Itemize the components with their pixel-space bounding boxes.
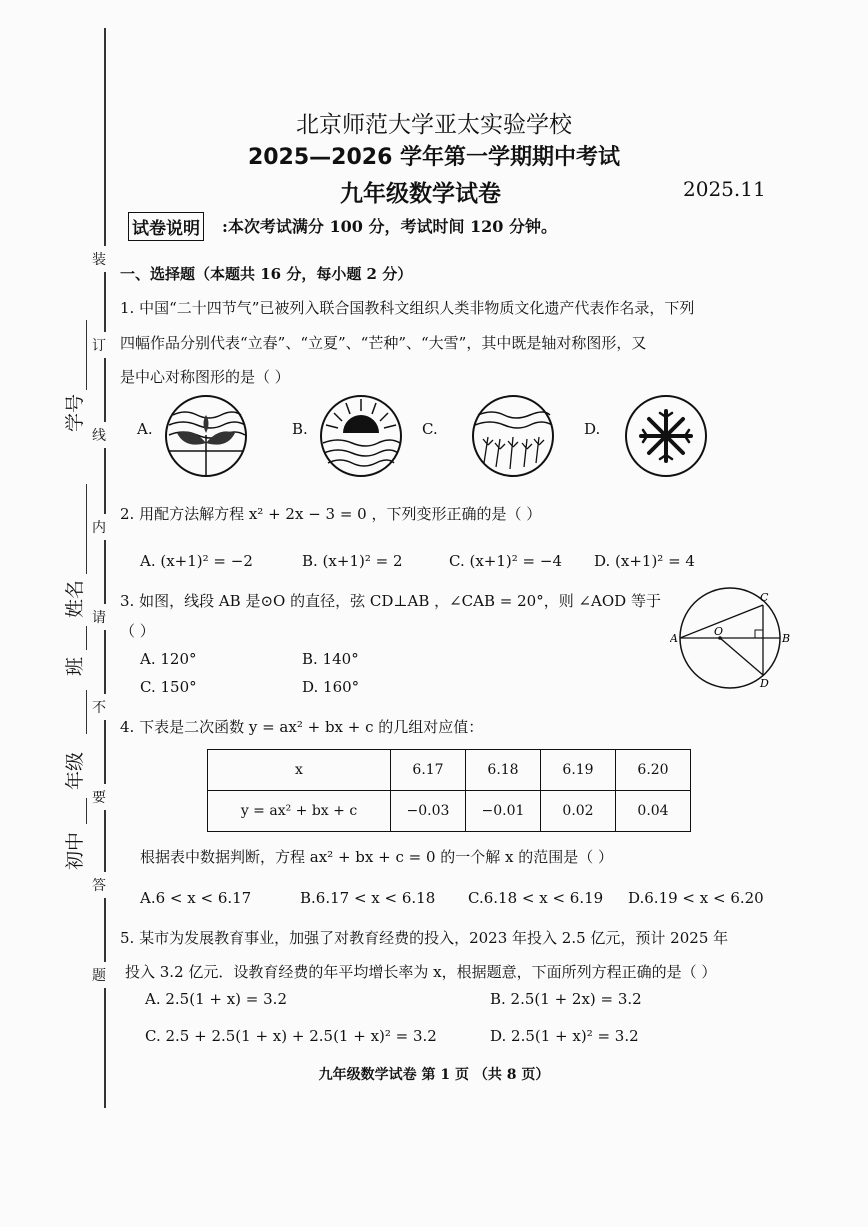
- q4-option-c[interactable]: C.6.18 < x < 6.19: [468, 889, 604, 907]
- q5-option-c[interactable]: C. 2.5 + 2.5(1 + x) + 2.5(1 + x)² = 3.2: [145, 1027, 437, 1045]
- label-b: B: [782, 632, 791, 645]
- table-cell: −0.03: [391, 791, 466, 832]
- note-label: 试卷说明: [128, 212, 204, 241]
- binding-char: 线: [92, 422, 106, 448]
- q4-option-d[interactable]: D.6.19 < x < 6.20: [628, 889, 764, 907]
- table-cell: 6.17: [391, 750, 466, 791]
- q1-option-a[interactable]: A.: [137, 420, 153, 438]
- class-label: 班: [64, 656, 86, 676]
- binding-char: 不: [92, 694, 106, 720]
- lichun-figure-icon: [163, 393, 249, 479]
- school-name: 北京师范大学亚太实验学校: [296, 112, 572, 138]
- value-table: [207, 749, 691, 832]
- junior-label: 初中: [64, 831, 86, 870]
- q2-option-a[interactable]: A. (x+1)² = −2: [140, 552, 253, 570]
- binding-char: 答: [92, 872, 106, 898]
- table-cell: x: [208, 750, 391, 791]
- table-cell: −0.01: [466, 791, 541, 832]
- table-row: [208, 791, 691, 832]
- q5-option-a[interactable]: A. 2.5(1 + x) = 3.2: [145, 990, 287, 1008]
- q4-option-b[interactable]: B.6.17 < x < 6.18: [300, 889, 436, 907]
- lixia-figure-icon: [318, 393, 404, 479]
- exam-subject: 九年级数学试卷: [340, 180, 501, 207]
- label-a: A: [670, 632, 678, 645]
- grade-field[interactable]: [86, 690, 87, 734]
- binding-char: 装: [92, 246, 106, 272]
- q3-bracket: （ ）: [120, 622, 155, 640]
- grade-label: 年级: [64, 751, 86, 790]
- binding-char: 要: [92, 784, 106, 810]
- q2-option-d[interactable]: D. (x+1)² = 4: [594, 552, 695, 570]
- q2-stem: 2. 用配方法解方程 x² + 2x − 3 = 0 ，下列变形正确的是（ ）: [120, 505, 542, 523]
- junior-field[interactable]: [86, 798, 87, 824]
- q1-line1: 1. 中国“二十四节气”已被列入联合国教科文组织人类非物质文化遗产代表作名录，下列: [120, 299, 695, 317]
- student-id-field[interactable]: [86, 320, 87, 390]
- table-cell: 6.20: [616, 750, 691, 791]
- table-cell: y = ax² + bx + c: [208, 791, 391, 832]
- section-title: 一、选择题（本题共 16 分，每小题 2 分）: [120, 265, 413, 283]
- name-field[interactable]: [86, 484, 87, 574]
- q1-option-b[interactable]: B.: [292, 420, 308, 438]
- q3-option-c[interactable]: C. 150°: [140, 678, 197, 696]
- q4-option-a[interactable]: A.6 < x < 6.17: [140, 889, 252, 907]
- binding-char: 请: [92, 604, 106, 630]
- label-c: C: [760, 591, 769, 604]
- q3-option-b[interactable]: B. 140°: [302, 650, 359, 668]
- q5-option-d[interactable]: D. 2.5(1 + x)² = 3.2: [490, 1027, 639, 1045]
- student-id-label: 学号: [64, 393, 86, 432]
- class-field[interactable]: [86, 626, 87, 650]
- q4-stem: 4. 下表是二次函数 y = ax² + bx + c 的几组对应值：: [120, 718, 484, 736]
- table-cell: 6.18: [466, 750, 541, 791]
- daxue-snowflake-icon: [623, 393, 709, 479]
- table-cell: 6.19: [541, 750, 616, 791]
- binding-line: [104, 28, 106, 1108]
- q3-option-a[interactable]: A. 120°: [140, 650, 197, 668]
- q5-line1: 5. 某市为发展教育事业，加强了对教育经费的投入，2023 年投入 2.5 亿元，预计 2025 年: [120, 929, 729, 947]
- q2-option-c[interactable]: C. (x+1)² = −4: [449, 552, 562, 570]
- q1-line2: 四幅作品分别代表“立春”、“立夏”、“芒种”、“大雪”，其中既是轴对称图形，又: [120, 334, 647, 352]
- binding-char: 内: [92, 514, 106, 540]
- q5-line2: 投入 3.2 亿元．设教育经费的年平均增长率为 x，根据题意，下面所列方程正确的是（ ）: [125, 963, 717, 981]
- q4-question: 根据表中数据判断，方程 ax² + bx + c = 0 的一个解 x 的范围是（ ）: [140, 848, 614, 866]
- page-footer: 九年级数学试卷 第 1 页 （共 8 页）: [318, 1067, 550, 1083]
- q2-option-b[interactable]: B. (x+1)² = 2: [302, 552, 403, 570]
- table-cell: 0.04: [616, 791, 691, 832]
- exam-date: 2025.11: [683, 177, 766, 201]
- table-cell: 0.02: [541, 791, 616, 832]
- circle-geometry-figure: [670, 585, 795, 710]
- label-o: O: [714, 625, 724, 638]
- q5-option-b[interactable]: B. 2.5(1 + 2x) = 3.2: [490, 990, 642, 1008]
- q1-option-d[interactable]: D.: [584, 420, 601, 438]
- table-row: [208, 750, 691, 791]
- mangzhong-figure-icon: [470, 393, 556, 479]
- binding-char: 题: [92, 962, 106, 988]
- q1-line3: 是中心对称图形的是（ ）: [120, 368, 290, 386]
- q3-option-d[interactable]: D. 160°: [302, 678, 360, 696]
- binding-char: 订: [92, 332, 106, 358]
- note-text: :本次考试满分 100 分，考试时间 120 分钟。: [222, 217, 557, 236]
- label-d: D: [760, 677, 769, 690]
- q3-stem: 3. 如图，线段 AB 是⊙O 的直径，弦 CD⊥AB ，∠CAB = 20°，则 ∠AOD 等于: [120, 592, 661, 610]
- name-label: 姓名: [64, 579, 86, 618]
- exam-term: 2025—2026 学年第一学期期中考试: [247, 145, 621, 170]
- q1-option-c[interactable]: C.: [422, 420, 438, 438]
